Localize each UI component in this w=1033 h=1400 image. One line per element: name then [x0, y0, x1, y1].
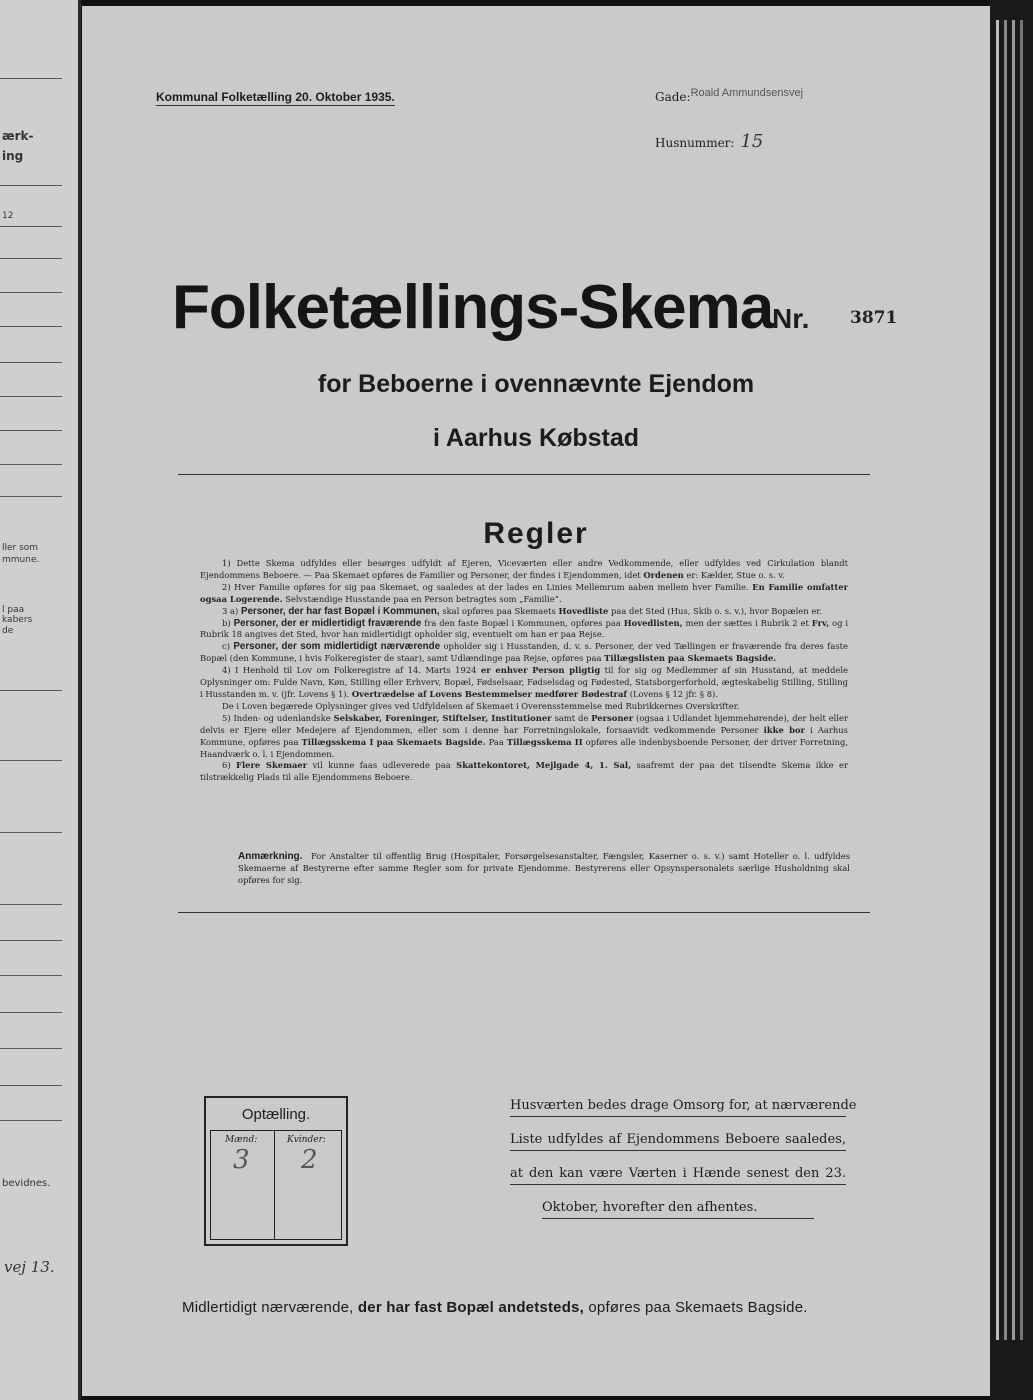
rule-2: 2) Hver Familie opføres for sig paa Skemaet, og saaledes at der lades en Linies Mellemrum aaben mellem hver Familie. En Familie omfatter ogsaa Logerende. Selvstændige Husstande paa en Person betragtes som „Familie“. [200, 581, 848, 604]
rule-5: 5) Inden- og udenlandske Selskaber, Foreninger, Stiftelser, Institutioner samt de Personer (ogsaa i Udlandet hjemmehørende), der helt eller delvis er Ejere eller Medejere af Ejendommen, eller som i denne har Forretningslokale, forsaavidt vedkommende Personer ikke bor i Aarhus Kommune, opføres paa Tillægsskema I paa Skemaets Bagside. Paa Tillægsskema II opføres alle indenbysboende Personer, der driver Forretning, Haandværk o. l. i Ejendommen. [200, 712, 848, 759]
rules-heading: Regler [483, 517, 589, 550]
rule-3a: 3 a) Personer, der har fast Bopæl i Kommunen, skal opføres paa Skemaets Hovedliste paa det Sted (Hus, Skib o. s. v.), hvor Bopælen er. [222, 605, 823, 617]
count-box [204, 1096, 348, 1246]
form-title: Folketællings-Skema [172, 273, 774, 342]
rules-body [200, 558, 848, 784]
left-fragment: mmune. [2, 555, 40, 565]
divider [178, 474, 870, 475]
notice-line: Husværten bedes drage Omsorg for, at nærværende [510, 1099, 846, 1117]
street-field [655, 87, 804, 104]
left-fragment: 12 [2, 211, 14, 221]
rule-4: 4) I Henhold til Lov om Folkeregistre af 14. Marts 1924 er enhver Person pligtig til for sig og Medlemmer af sin Husstand, at meddele Oplysninger om: Fulde Navn, Køn, Stilling eller Erhverv, Bopæl, Fødselsaar, Fødselsdag og Fødested, Statsborgerforhold, ægteskabelig Stilling, Stilling i Husstanden m. v. (jfr. Lovens § 1). Overtrædelse af Lovens Bestemmelser medfører Bødestraf (Lovens § 12 jfr. § 8). [200, 665, 848, 699]
footer-text: opføres paa Skemaets Bagside. [588, 1299, 808, 1316]
footer-text: Midlertidigt nærværende, [182, 1299, 354, 1316]
page-edge [990, 0, 1033, 1400]
left-fragment: de [2, 626, 14, 636]
rule-4-extra: De i Loven begærede Oplysninger gives ved Udfyldelsen af Skemaet i Overensstemmelse med Rubrikkernes Overskrifter. [222, 700, 740, 711]
form-location: i Aarhus Købstad [432, 424, 640, 452]
rule-3b: b) Personer, der er midlertidigt fraværende fra den faste Bopæl i Kommunen, opføres paa Hovedlisten, men der sættes i Rubrik 2 et Frv, og i Rubrik 18 angives det Sted, hvor han midlertidigt opholder sig, eventuelt om han er paa Rejse. [200, 617, 849, 640]
left-handwriting: vej 13. [4, 1258, 55, 1276]
notice-line: Liste udfyldes af Ejendommens Beboere saaledes, [510, 1133, 846, 1151]
men-label: Mænd: [225, 1135, 258, 1145]
notice-line: Oktober, hvorefter den afhentes. [542, 1201, 814, 1219]
women-count: 2 [301, 1145, 318, 1175]
count-title: Optælling. [241, 1106, 311, 1123]
footer-bold-text: der har fast Bopæl andetsteds, [357, 1299, 584, 1316]
men-count: 3 [233, 1145, 250, 1175]
left-fragment: ing [2, 149, 24, 163]
street-label: Gade: [655, 90, 691, 104]
women-label: Kvinder: [287, 1135, 326, 1145]
count-table [210, 1130, 342, 1240]
notice-line: at den kan være Værten i Hænde senest den 23. [510, 1167, 846, 1185]
note-label: Anmærkning. [238, 851, 303, 862]
rule-3c: c) Personer, der som midlertidigt nærværende opholder sig i Husstanden, d. v. s. Personer, der ved Tællingen er fraværende fra deres faste Bopæl (den Kommune, i hvis Folkeregister de staar), samt Udlændinge paa Rejse, opføres paa Tillægslisten paa Skemaets Bagside. [200, 641, 848, 664]
divider [178, 912, 870, 913]
note-text: For Anstalter til offentlig Brug (Hospitaler, Forsørgelsesanstalter, Fængsler, Kaserner o. s. v.) samt Hoteller o. l. udfyldes Skemaerne af Bestyrerne efter samme Regler som for private Ejendomme. Bestyrerens eller Opsynspersonalets særlige Husholdning skal opføres for sig. [238, 851, 851, 885]
footer-instruction [182, 1299, 808, 1316]
census-form-page [82, 6, 990, 1396]
house-number-label: Husnummer: [655, 136, 735, 150]
census-header: Kommunal Folketælling 20. Oktober 1935. [156, 90, 395, 104]
rule-6: 6) Flere Skemaer vil kunne faas udleverede paa Skattekontoret, Mejlgade 4, 1. Sal, saafremt der paa det tilsendte Skema ikke er tilstrækkelig Plads til alle Ejendommens Beboere. [200, 760, 848, 783]
house-number-value: 15 [740, 131, 764, 152]
rule-1: 1) Dette Skema udfyldes eller besørges udfyldt af Ejeren, Viceværten eller andre Vedkommende, eller udfyldes ved Cirkulation blandt Ejendommens Beboere. — Paa Skemaet opføres de Familier og Personer, der findes i Ejendommen, idet Ordenen er: Kælder, Stue o. s. v. [200, 558, 848, 580]
left-fragment: bevidnes. [2, 1178, 51, 1189]
left-fragment: l paa [2, 605, 25, 615]
annotation-note [238, 851, 850, 887]
landlord-notice [510, 1098, 857, 1235]
left-fragment: kabers [2, 615, 33, 625]
form-subtitle: for Beboerne i ovennævnte Ejendom [317, 370, 755, 398]
adjacent-page-fragment [0, 0, 81, 1400]
street-value: Roald Ammundsensvej [690, 87, 804, 99]
left-fragment: ller som [2, 543, 39, 553]
form-number-value: 3871 [850, 308, 898, 328]
left-fragment: ærk- [2, 129, 34, 143]
house-number-field [655, 131, 763, 152]
form-number-label: Nr. [772, 303, 810, 334]
